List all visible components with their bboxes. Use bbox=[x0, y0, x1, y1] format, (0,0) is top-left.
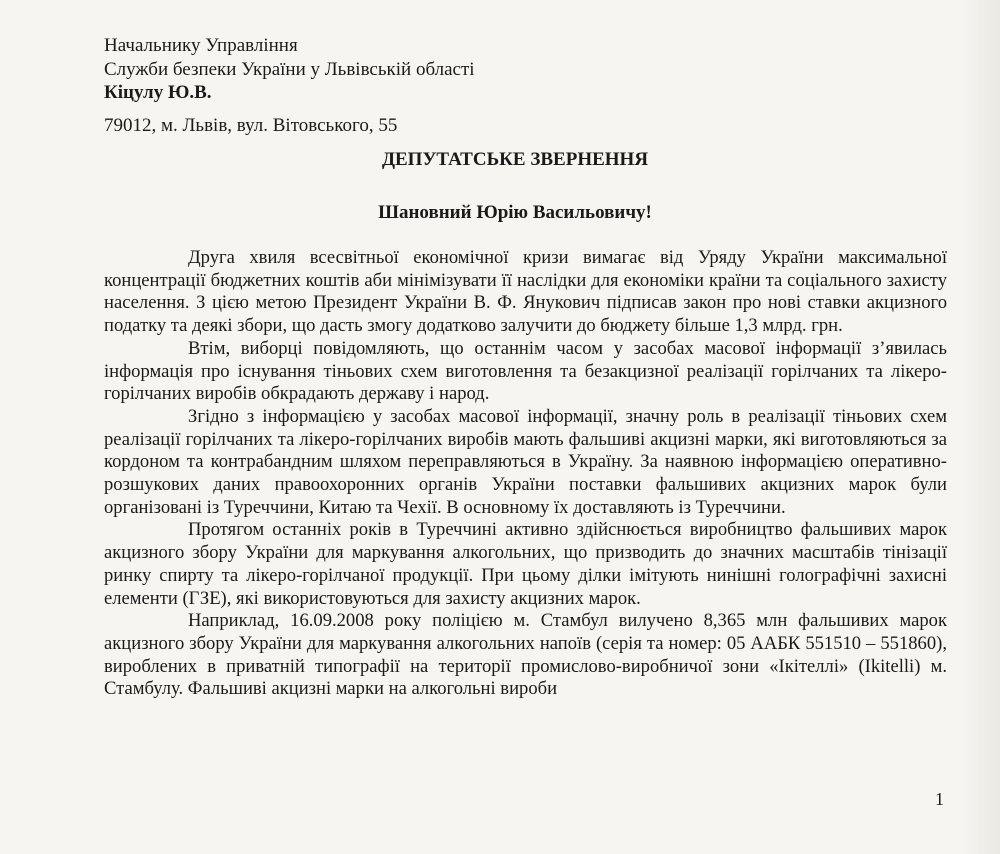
document-body bbox=[104, 247, 947, 701]
addressee-block bbox=[104, 34, 475, 105]
addressee-name: Кіцулу Ю.В. bbox=[104, 82, 212, 103]
postal-address: 79012, м. Львів, вул. Вітовського, 55 bbox=[104, 115, 398, 136]
addressee-line-2: Служби безпеки України у Львівській області bbox=[104, 58, 475, 80]
paragraph: Втім, виборці повідомляють, що останнім часом у засобах масової інформації з’явилась інформація про існування тіньових схем виготовлення та безакцизної реалізації горілчаних та лікеро-горілчаних виробів обкрадають державу і народ. bbox=[104, 337, 947, 405]
addressee-line-1: Начальнику Управління bbox=[104, 35, 298, 56]
paragraph: Згідно з інформацією у засобах масової інформації, значну роль в реалізації тіньових схем реалізації горілчаних та лікеро-горілчаних виробів мають фальшиві акцизні марки, які виготовляються за кордоном та контрабандним шляхом переправляються в Україну. За наявною інформацією оперативно-розшукових даних правоохоронних органів України поставки фальшивих акцизних марок були організовані із Туреччини, Китаю та Чехії. В основному їх доставляють із Туреччини. bbox=[104, 405, 947, 518]
page-number: 1 bbox=[935, 789, 944, 809]
paragraph: Друга хвиля всесвітньої економічної кризи вимагає від Уряду України максимальної концентрації бюджетних коштів аби мінімізувати її наслідки для економіки країни та соціального захисту населення. З цією метою Президент України В. Ф. Янукович підписав закон про нові ставки акцизного податку та деякі збори, що дасть змогу додатково залучити до бюджету більше 1,3 млрд. грн. bbox=[104, 247, 947, 337]
document-title: ДЕПУТАТСЬКЕ ЗВЕРНЕННЯ bbox=[381, 149, 649, 170]
salutation: Шановний Юрію Васильовичу! bbox=[378, 202, 652, 223]
scan-edge-shading bbox=[960, 0, 1000, 854]
paragraph: Наприклад, 16.09.2008 року поліцією м. Стамбул вилучено 8,365 млн фальшивих марок акцизного збору України для маркування алкогольних напоїв (серія та номер: 05 ААБК 551510 – 551860), вироблених в приватній типографії на території промислово-виробничої зони «Ікітеллі» (Ikitelli) м. Стамбулу. Фальшиві акцизні марки на алкогольні вироби bbox=[104, 610, 947, 700]
paragraph: Протягом останніх років в Туреччині активно здійснюється виробництво фальшивих марок акцизного збору України для маркування алкогольних, що призводить до значних масштабів тінізації ринку спирту та лікеро-горілчаної продукції. При цьому ділки імітують нинішні голографічні захисні елементи (ГЗЕ), які використовуються для захисту акцизних марок. bbox=[104, 519, 947, 609]
